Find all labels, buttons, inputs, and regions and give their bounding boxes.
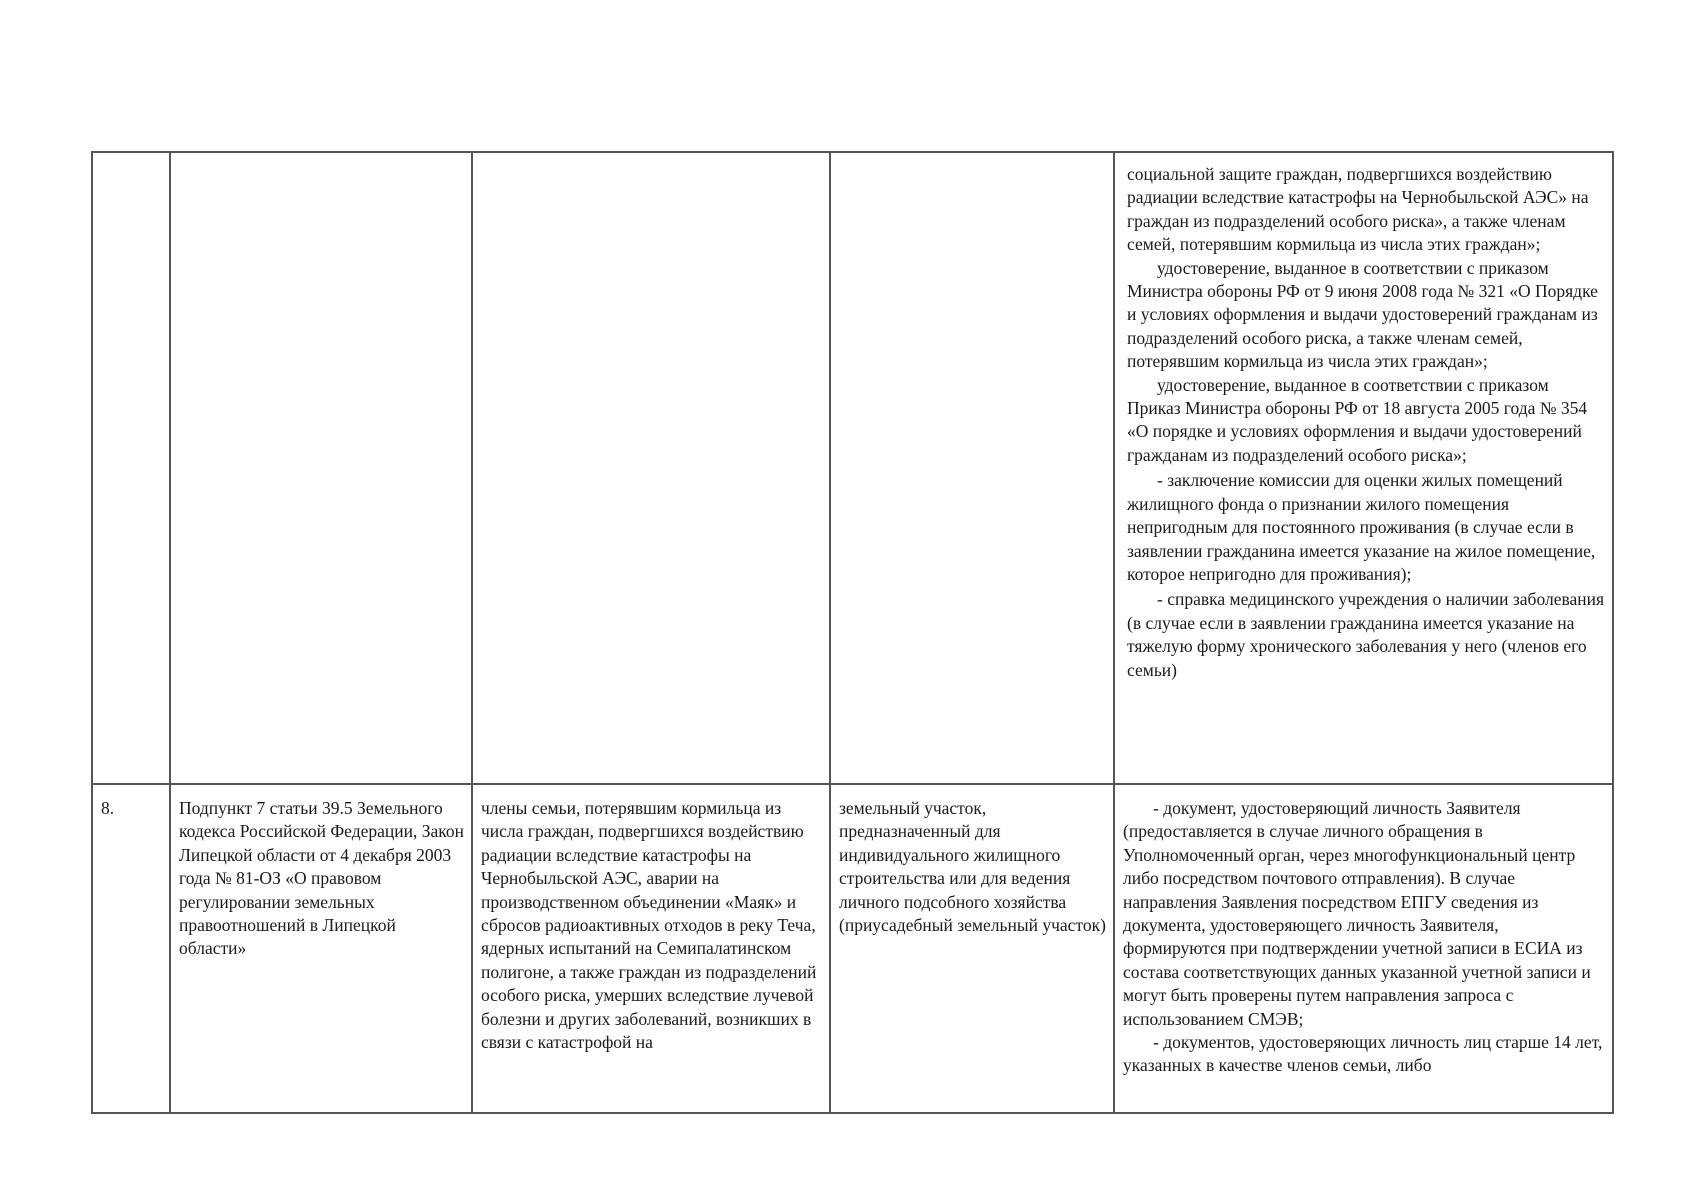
documents-paragraph: - документ, удостоверяющий личность Заявителя (предоставляется в случае личного обращения в Уполномоченный орган, через многофункциональный центр либо посредством почтового отправления). В случае направления Заявления посредством ЕПГУ сведения из документа, удостоверяющего личность Заявителя, формируются при подтверждении учетной записи в ЕСИА из состава соответствующих данных указанной учетной записи и могут быть проверены путем направления запроса с использованием СМЭВ; bbox=[1123, 798, 1591, 1029]
cell-documents bbox=[1114, 784, 1613, 1113]
cell-basis bbox=[170, 784, 472, 1113]
cell-purpose bbox=[830, 784, 1114, 1113]
applicant-category-text: члены семьи, потерявшим кормильца из числа граждан, подвергшихся воздействию радиации вследствие катастрофы на Чернобыльской АЭС, аварии на производственном объединении «Маяк» и сбросов радиоактивных отходов в реку Теча, ядерных испытаний на Семипалатинском полигоне, а также граждан из подразделений особого риска, умерших вследствие лучевой болезни и других заболеваний, возникших в связи с катастрофой на bbox=[481, 798, 817, 1053]
documents-paragraph: социальной защите граждан, подвергшихся воздействию радиации вследствие катастрофы на Чернобыльской АЭС» на граждан из подразделений особого риска», а также членам семей, потерявшим кормильца из числа этих граждан»; bbox=[1127, 164, 1589, 255]
cell-number bbox=[92, 784, 170, 1113]
legal-basis-text: Подпункт 7 статьи 39.5 Земельного кодекса Российской Федерации, Закон Липецкой области от 4 декабря 2003 года № 81-ОЗ «О правовом регулировании земельных правоотношений в Липецкой области» bbox=[179, 798, 464, 959]
table-row bbox=[92, 784, 1613, 1113]
cell-purpose bbox=[830, 152, 1114, 784]
cell-category bbox=[472, 152, 830, 784]
documents-paragraph: удостоверение, выданное в соответствии с приказом Приказ Министра обороны РФ от 18 августа 2005 года № 354 «О порядке и условиях оформления и выдачи удостоверений гражданам из подразделений особого риска»; bbox=[1127, 374, 1588, 465]
documents-paragraph: - документов, удостоверяющих личность лиц старше 14 лет, указанных в качестве членов семьи, либо bbox=[1123, 1032, 1603, 1076]
table-row bbox=[92, 152, 1613, 784]
documents-paragraph: - справка медицинского учреждения о наличии заболевания (в случае если в заявлении гражданина имеется указание на тяжелую форму хронического заболевания у него (членов его семьи) bbox=[1127, 589, 1605, 680]
documents-paragraph: - заключение комиссии для оценки жилых помещений жилищного фонда о признании жилого помещения непригодным для постоянного проживания (в случае если в заявлении гражданина имеется указание на жилое помещение, которое непригодно для проживания); bbox=[1127, 470, 1596, 584]
row-number: 8. bbox=[101, 798, 115, 818]
documents-paragraph: удостоверение, выданное в соответствии с приказом Министра обороны РФ от 9 июня 2008 года № 321 «О Порядке и условиях оформления и выдачи удостоверений гражданам из подразделений особого риска, а также членам семей, потерявшим кормильца из числа этих граждан»; bbox=[1127, 257, 1598, 372]
document-table bbox=[91, 151, 1614, 1114]
cell-documents bbox=[1114, 152, 1613, 784]
cell-category bbox=[472, 784, 830, 1113]
land-purpose-text: земельный участок, предназначенный для индивидуального жилищного строительства или для ведения личного подсобного хозяйства (приусадебный земельный участок) bbox=[839, 798, 1106, 936]
cell-number bbox=[92, 152, 170, 784]
cell-basis bbox=[170, 152, 472, 784]
